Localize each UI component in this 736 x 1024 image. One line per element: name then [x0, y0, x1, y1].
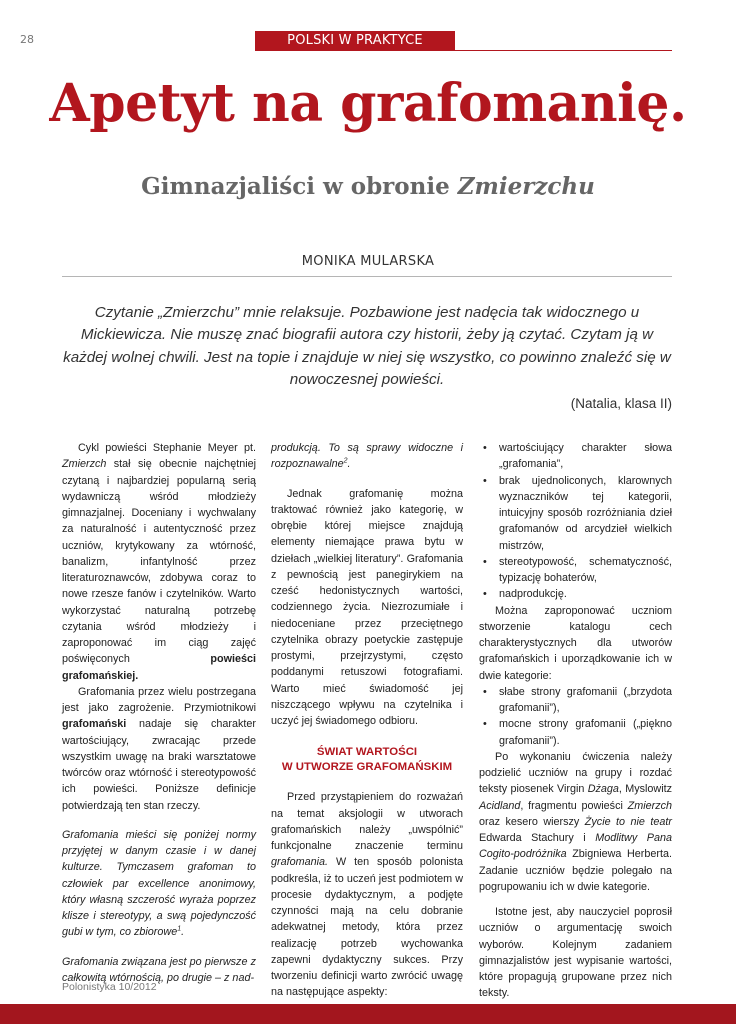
- list-item: • wartościujący charakter słowa „grafomania”,: [479, 440, 672, 473]
- paragraph-catalog: Można zaproponować uczniom stworzenie katalogu cech charakterystycznych dla utworów grafomańskich i uporządkowanie ich w dwie kategorie:: [479, 604, 672, 682]
- paragraph-intro: Cykl powieści Stephanie Meyer pt. Zmierzch stał się obecnie najchętniej czytaną i najbardziej popularną serią wydawniczą wśród młodzieży gimnazjalnej. Doceniany i wychwalany za naturalność i autentyczność przez uczniów, krytykowany za wtórność, banalizm, infantylność przez literaturoznawców, zdobywa coraz to nowe rzesze fanów i czytelników. Warto wykorzystać naturalną potrzebę czytania wśród młodzieży i zaproponować im ciąg zajęć poświęconych powieści grafomańskiej.: [62, 442, 256, 682]
- quote-attribution: (Natalia, klasa II): [570, 396, 672, 411]
- paragraph-grafomania: Grafomania przez wielu postrzegana jest jako zagrożenie. Przymiotnikowi grafomański nadaje się charakter wartościujący, zwracając przede wszystkim uwagę na braki warsztatowe twórców oraz wtórność i stereotypowość ich powieści. Poniższe definicje potwierdzają ten stan rzeczy.: [62, 685, 256, 812]
- paragraph-axiology: Przed przystąpieniem do rozważań na temat aksjologii w utworach grafomańskich należy „uwspólnić” funkcjonalne znaczenie terminu grafomania. W ten sposób polonista podkreśla, iż to uczeń jest podmiotem w procesie dydaktycznym, a podjęte czynności mają na celu dobranie adekwatnej metody, która przez realizację potrzeb wychowanka zapewni dydaktyczny sukces. Przy tworzeniu definicji warto zwrócić uwagę na następujące aspekty:: [271, 791, 463, 999]
- paragraph-category: Jednak grafomanię można traktować również jako kategorię, w obrębie której miejsce znajdują elementy niemające prawa bytu w dziełach „wielkiej literatury”. Grafomania z pewnością jest panegirykiem na cześć hedonistycznych wartości, codziennego życia. Niezrozumiałe i niedoceniane przez przeciętnego czytelnika obrazy poetyckie zastępuje prostymi, przejrzystymi, często poddanymi retuszowi fotografiami. Warto mieć świadomość jej niszczącego wpływu na czytelnika i uczyć jej świadomego odbioru.: [271, 487, 463, 727]
- article-title: Apetyt na grafomanię.: [49, 73, 687, 134]
- author-rule: [62, 276, 672, 277]
- paragraph-argumentation: Istotne jest, aby nauczyciel poprosił uczniów o argumentację swoich wyborów. Kolejnym zadaniem gimnazjalistów jest wypisanie wartości, które propagują grupowane przez nich teksty.: [479, 906, 672, 1000]
- header-rule: [255, 50, 672, 51]
- list-item: • brak ujednoliconych, klarownych wyznaczników tej kategorii, intuicyjny sposób rozróżniania dzieł grafomanów od arcydzieł wielkich mistrzów,: [479, 473, 672, 554]
- footer-bar: [0, 1004, 736, 1024]
- list-item: • słabe strony grafomanii („brzydota grafomanii”),: [479, 684, 672, 717]
- definition-2-start: Grafomania związana jest po pierwsze z całkowitą wtórnością, po drugie – z nad-: [62, 955, 256, 984]
- list-item: • stereotypowość, schematyczność, typizację bohaterów,: [479, 554, 672, 587]
- subtitle-italic: Zmierzchu: [457, 173, 595, 200]
- footer-journal: Polonistyka 10/2012: [62, 981, 157, 993]
- page-number: 28: [20, 33, 34, 46]
- article-subtitle: [0, 172, 736, 202]
- author-name: MONIKA MULARSKA: [301, 254, 435, 269]
- definition-1: Grafomania mieści się poniżej normy przyjętej w danym czasie i w danej kulturze. Tymczasem grafoman to człowiek par excellence anonimowy, który własną szczerość wyraża poprzez klisze i stereotypy, a swą pojedynczość gubi w tym, co zbiorowe$^1$.: [62, 828, 256, 939]
- aspects-list: [479, 440, 672, 603]
- list-item: • mocne strony grafomanii („piękno grafomanii”).: [479, 716, 672, 749]
- subtitle-plain: Gimnazjaliści w obronie: [141, 173, 458, 200]
- column-2: [271, 440, 463, 1001]
- lead-quote: Czytanie „Zmierzchu” mnie relaksuje. Pozbawione jest nadęcia tak widocznego u Mickiewicza. Nie muszę znać biografii autora czy historii, żeby ją czytać. Czytam ją w każdej wolnej chwili. Jest na topie i znajduje w niej się wszystko, co powinno znaleźć się w nowoczesnej powieści.: [63, 304, 671, 388]
- column-1: [62, 440, 256, 986]
- list-item: • nadprodukcję.: [479, 586, 672, 602]
- paragraph-exercise: Po wykonaniu ćwiczenia należy podzielić uczniów na grupy i rozdać teksty piosenek Virgin Dżaga, Myslowitz Acidland, fragmentu powieści Zmierzch oraz kesero wierszy Życie to nie teatr Edwarda Stachury i Modlitwy Pana Cogito-podróżnika Zbigniewa Herberta. Zadanie uczniów będzie polegało na pogrupowaniu ich w dwie kategorie.: [479, 750, 673, 893]
- column-3: [479, 440, 672, 1002]
- categories-list: [479, 684, 672, 749]
- section-heading: ŚWIAT WARTOŚCI W UTWORZE GRAFOMAŃSKIM: [281, 746, 453, 774]
- section-tag: POLSKI W PRAKTYCE: [255, 31, 455, 50]
- definition-2-end: produkcją. To są sprawy widoczne i rozpoznawalne$^2$.: [271, 442, 463, 471]
